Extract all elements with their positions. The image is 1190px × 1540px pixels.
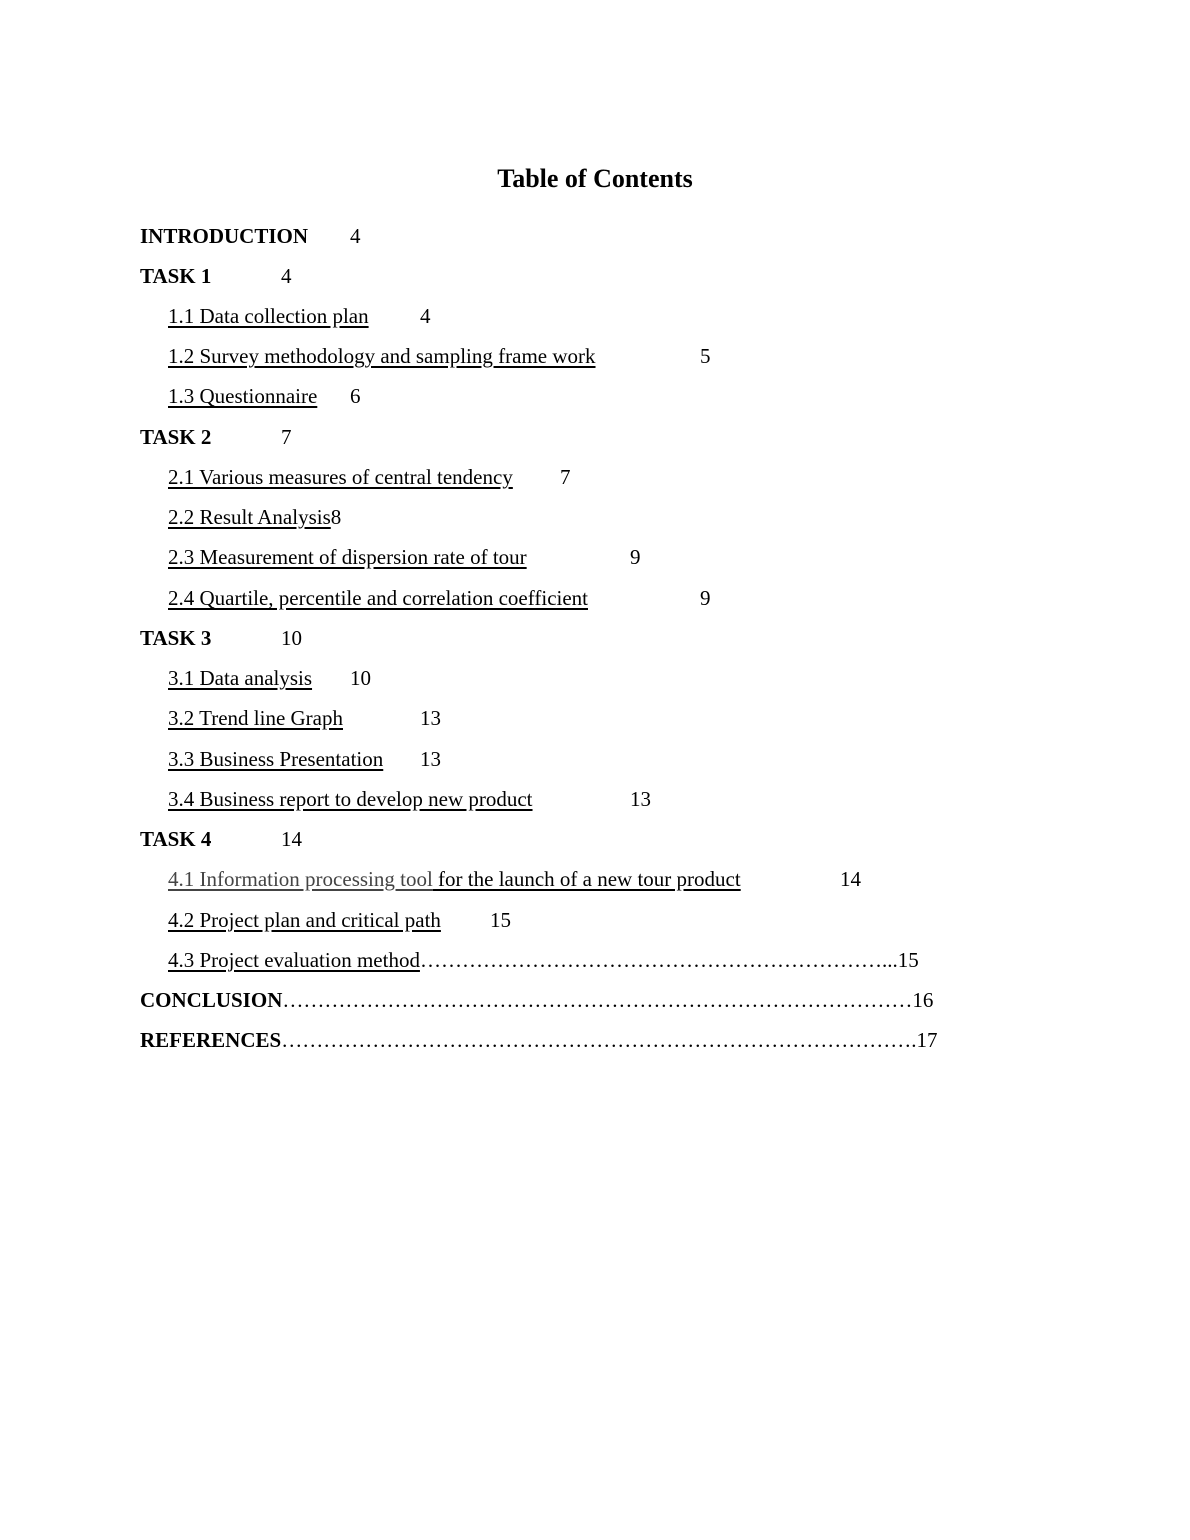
toc-entry-page: 4	[350, 224, 361, 248]
toc-entry-3-3[interactable]	[168, 746, 441, 772]
toc-entry-label: REFERENCES	[140, 1028, 282, 1052]
toc-entry-page: 16	[912, 988, 934, 1012]
toc-entry-label: TASK 4	[140, 827, 212, 851]
toc-entry-task-1[interactable]	[140, 263, 292, 289]
toc-entry-label: 1.1 Data collection plan	[168, 304, 369, 328]
toc-entry-page: 9	[630, 545, 641, 569]
toc-entry-label: 3.1 Data analysis	[168, 666, 313, 690]
toc-entry-1-2[interactable]	[168, 343, 711, 369]
toc-entry-page: 7	[281, 425, 292, 449]
toc-entry-label: TASK 2	[140, 425, 212, 449]
toc-entry-3-4[interactable]	[168, 786, 651, 812]
toc-entry-page: 6	[350, 384, 361, 408]
toc-entry-label: TASK 3	[140, 626, 212, 650]
toc-entry-label: CONCLUSION	[140, 988, 283, 1012]
toc-entry-page: ..15	[887, 948, 919, 972]
toc-entry-label: 4.2 Project plan and critical path	[168, 908, 441, 932]
toc-entry-page: 13	[420, 706, 441, 730]
toc-title: Table of Contents	[497, 164, 693, 193]
toc-entry-label: 2.4 Quartile, percentile and correlation coefficient	[168, 586, 588, 610]
toc-entry-page: 4	[281, 264, 292, 288]
toc-entry-label: 4.3 Project evaluation method	[168, 948, 420, 972]
toc-entry-page: 14	[281, 827, 302, 851]
toc-entry-page: 4	[420, 304, 431, 328]
toc-entry-page: 8	[330, 505, 342, 529]
toc-entry-page: 5	[700, 344, 711, 368]
toc-entry-label: 1.3 Questionnaire	[168, 384, 318, 408]
toc-entry-2-3[interactable]	[168, 544, 641, 570]
toc-entry-1-1[interactable]	[168, 303, 431, 329]
toc-entry-label: TASK 1	[140, 264, 212, 288]
toc-leader-dots: ………………………………………………………….	[419, 948, 888, 972]
toc-leader-dots: ……………………………………………………………………………….	[281, 1028, 917, 1052]
toc-entry-4-3[interactable]	[168, 947, 919, 973]
toc-entry-label: 3.3 Business Presentation	[168, 747, 384, 771]
toc-entry-task-2[interactable]	[140, 424, 292, 450]
toc-entry-label-part1: 4.1 Information processing tool	[168, 867, 433, 891]
toc-leader-dots: ………………………………………………………………………………	[282, 988, 913, 1012]
toc-entry-3-1[interactable]	[168, 665, 371, 691]
toc-entry-3-2[interactable]	[168, 705, 441, 731]
toc-entry-4-2[interactable]	[168, 907, 511, 933]
toc-entry-label: 2.2 Result Analysis	[168, 505, 331, 529]
toc-entry-page: 13	[630, 787, 651, 811]
toc-entry-2-4[interactable]	[168, 585, 711, 611]
toc-entry-4-1[interactable]	[168, 866, 861, 892]
toc-entry-conclusion[interactable]	[140, 987, 933, 1013]
toc-entry-introduction[interactable]	[140, 223, 361, 249]
toc-entry-page: 17	[916, 1028, 938, 1052]
toc-entry-task-3[interactable]	[140, 625, 302, 651]
toc-entry-page: 13	[420, 747, 441, 771]
toc-entry-label: 3.4 Business report to develop new product	[168, 787, 533, 811]
toc-entry-label: 2.1 Various measures of central tendency	[168, 465, 513, 489]
toc-entry-label: 3.2 Trend line Graph	[168, 706, 343, 730]
toc-entry-task-4[interactable]	[140, 826, 302, 852]
toc-entry-page: 14	[840, 867, 861, 891]
toc-entry-label-part2: for the launch of a new tour product	[432, 867, 741, 891]
toc-entry-label: 2.3 Measurement of dispersion rate of tour	[168, 545, 527, 569]
toc-entry-page: 10	[350, 666, 371, 690]
toc-entry-2-2[interactable]	[168, 504, 341, 530]
toc-entry-page: 7	[560, 465, 571, 489]
toc-entry-references[interactable]	[140, 1027, 937, 1053]
toc-entry-label: 1.2 Survey methodology and sampling frame work	[168, 344, 596, 368]
toc-entry-page: 15	[490, 908, 511, 932]
toc-entry-page: 9	[700, 586, 711, 610]
toc-entry-page: 10	[281, 626, 302, 650]
toc-entry-label: INTRODUCTION	[140, 224, 309, 248]
toc-entry-1-3[interactable]	[168, 383, 361, 409]
toc-entry-2-1[interactable]	[168, 464, 571, 490]
